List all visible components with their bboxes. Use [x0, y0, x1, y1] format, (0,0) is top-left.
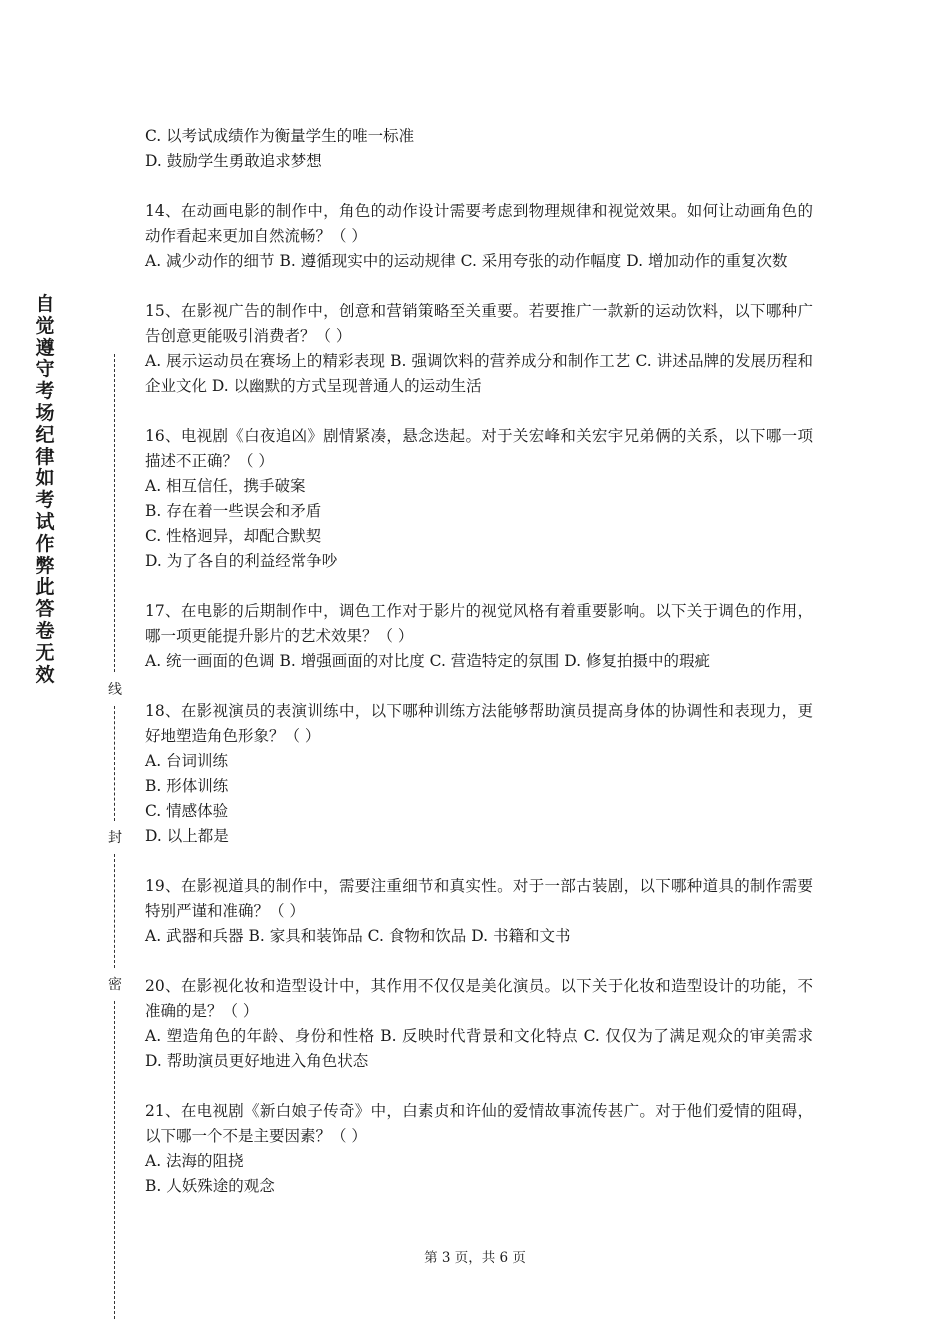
- option: C. 以考试成绩作为衡量学生的唯一标准: [145, 127, 415, 145]
- option: A. 台词训练: [145, 752, 229, 770]
- binding-dashed-line: [114, 354, 115, 672]
- question-19: [145, 874, 813, 949]
- binding-mark-seal: 封: [108, 830, 122, 846]
- binding-mark-line: 线: [108, 682, 122, 698]
- question-stem: 14、在动画电影的制作中，角色的动作设计需要考虑到物理规律和视觉效果。如何让动画角色的动作看起来更加自然流畅？（ ）: [145, 202, 813, 245]
- question-stem: 21、在电视剧《新白娘子传奇》中，白素贞和许仙的爱情故事流传甚广。对于他们爱情的阻碍，以下哪一个不是主要因素？（ ）: [145, 1102, 813, 1145]
- option: A. 统一画面的色调 B. 增强画面的对比度 C. 营造特定的氛围 D. 修复拍摄中的瑕疵: [145, 652, 710, 670]
- option: C. 情感体验: [145, 802, 229, 820]
- question-14: [145, 199, 813, 274]
- option: A. 相互信任，携手破案: [145, 477, 306, 495]
- option: A. 减少动作的细节 B. 遵循现实中的运动规律 C. 采用夸张的动作幅度 D. 增加动作的重复次数: [145, 252, 788, 270]
- question-list: [145, 124, 813, 1224]
- option: B. 存在着一些误会和矛盾: [145, 502, 322, 520]
- question-stem: 20、在影视化妆和造型设计中，其作用不仅仅是美化演员。以下关于化妆和造型设计的功能，不准确的是？（ ）: [145, 977, 813, 1020]
- question-stem: 19、在影视道具的制作中，需要注重细节和真实性。对于一部古装剧，以下哪种道具的制作需要特别严谨和准确？（ ）: [145, 877, 813, 920]
- question-13: [145, 124, 813, 174]
- option: D. 为了各自的利益经常争吵: [145, 552, 338, 570]
- question-stem: 15、在影视广告的制作中，创意和营销策略至关重要。若要推广一款新的运动饮料，以下哪种广告创意更能吸引消费者？（ ）: [145, 302, 813, 345]
- binding-mark-secret: 密: [108, 977, 122, 993]
- exam-discipline-notice: 自觉遵守考场纪律如考试作弊此答卷无效: [35, 293, 55, 686]
- question-20: [145, 974, 813, 1074]
- option: B. 人妖殊途的观念: [145, 1177, 275, 1195]
- binding-dashed-line: [114, 1001, 115, 1319]
- option: C. 性格迥异，却配合默契: [145, 527, 322, 545]
- question-stem: 16、电视剧《白夜追凶》剧情紧凑，悬念迭起。对于关宏峰和关宏宇兄弟俩的关系，以下哪一项描述不正确？（ ）: [145, 427, 813, 470]
- question-21: [145, 1099, 813, 1199]
- binding-dashed-line: [114, 706, 115, 821]
- option: B. 形体训练: [145, 777, 229, 795]
- option: A. 武器和兵器 B. 家具和装饰品 C. 食物和饮品 D. 书籍和文书: [145, 927, 571, 945]
- question-stem: 17、在电影的后期制作中，调色工作对于影片的视觉风格有着重要影响。以下关于调色的作用，哪一项更能提升影片的艺术效果？（ ）: [145, 602, 813, 645]
- option: A. 法海的阻挠: [145, 1152, 244, 1170]
- option: A. 展示运动员在赛场上的精彩表现 B. 强调饮料的营养成分和制作工艺 C. 讲述品牌的发展历程和企业文化 D. 以幽默的方式呈现普通人的运动生活: [145, 352, 813, 395]
- question-stem: 18、在影视演员的表演训练中，以下哪种训练方法能够帮助演员提高身体的协调性和表现力，更好地塑造角色形象？（ ）: [145, 702, 813, 745]
- question-15: [145, 299, 813, 399]
- option: D. 以上都是: [145, 827, 229, 845]
- binding-dashed-line: [114, 854, 115, 968]
- question-17: [145, 599, 813, 674]
- question-18: [145, 699, 813, 849]
- option: A. 塑造角色的年龄、身份和性格 B. 反映时代背景和文化特点 C. 仅仅为了满足观众的审美需求 D. 帮助演员更好地进入角色状态: [145, 1027, 813, 1070]
- page-number: 第 3 页，共 6 页: [424, 1250, 526, 1266]
- option: D. 鼓励学生勇敢追求梦想: [145, 152, 322, 170]
- question-16: [145, 424, 813, 574]
